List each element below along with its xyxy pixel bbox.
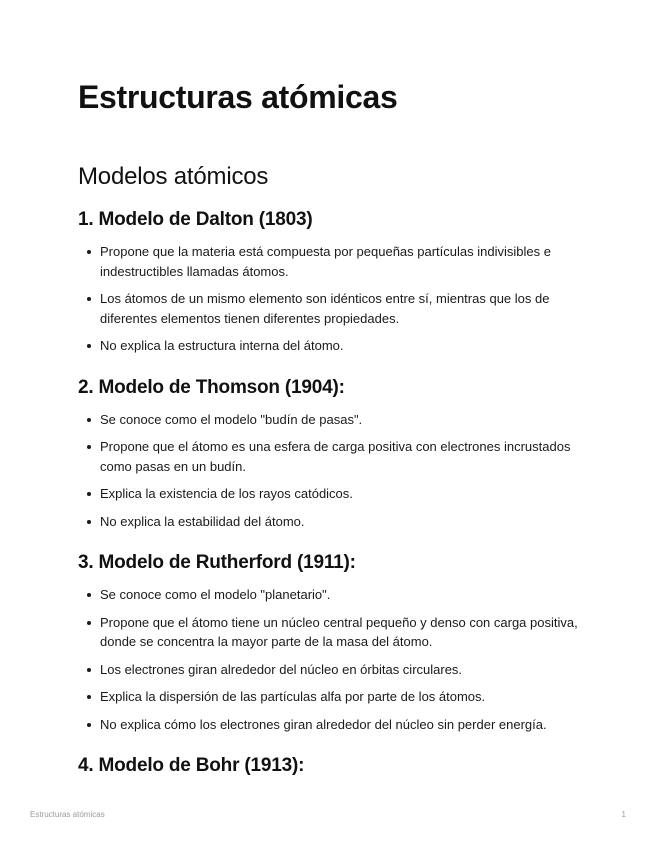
rutherford-bullet-list	[78, 585, 588, 734]
footer-page-number: 1	[621, 810, 626, 819]
footer-doc-name: Estructuras atómicas	[30, 810, 105, 819]
list-item: Explica la dispersión de las partículas alfa por parte de los átomos.	[100, 687, 588, 707]
list-item: Propone que la materia está compuesta por pequeñas partículas indivisibles e indestructibles llamadas átomos.	[100, 242, 588, 281]
list-item: Los electrones giran alrededor del núcleo en órbitas circulares.	[100, 660, 588, 680]
list-item: Propone que el átomo tiene un núcleo central pequeño y denso con carga positiva, donde se concentra la mayor parte de la masa del átomo.	[100, 613, 588, 652]
list-item: Propone que el átomo es una esfera de carga positiva con electrones incrustados como pasas en un budín.	[100, 437, 588, 476]
page-title: Estructuras atómicas	[78, 79, 398, 115]
document-content	[78, 78, 588, 778]
section-title: Modelos atómicos	[78, 163, 269, 190]
model-heading-bohr: 4. Modelo de Bohr (1913):	[78, 755, 305, 776]
dalton-bullet-list	[78, 242, 588, 356]
model-heading-dalton: 1. Modelo de Dalton (1803)	[78, 209, 313, 230]
list-item: Los átomos de un mismo elemento son idénticos entre sí, mientras que los de diferentes elementos tienen diferentes propiedades.	[100, 289, 588, 328]
thomson-bullet-list	[78, 410, 588, 532]
list-item: No explica cómo los electrones giran alrededor del núcleo sin perder energía.	[100, 715, 588, 735]
model-heading-rutherford: 3. Modelo de Rutherford (1911):	[78, 552, 356, 573]
list-item: No explica la estructura interna del átomo.	[100, 336, 588, 356]
list-item: Se conoce como el modelo "budín de pasas".	[100, 410, 588, 430]
list-item: Se conoce como el modelo "planetario".	[100, 585, 588, 605]
list-item: Explica la existencia de los rayos catódicos.	[100, 484, 588, 504]
list-item: No explica la estabilidad del átomo.	[100, 512, 588, 532]
model-heading-thomson: 2. Modelo de Thomson (1904):	[78, 376, 345, 398]
